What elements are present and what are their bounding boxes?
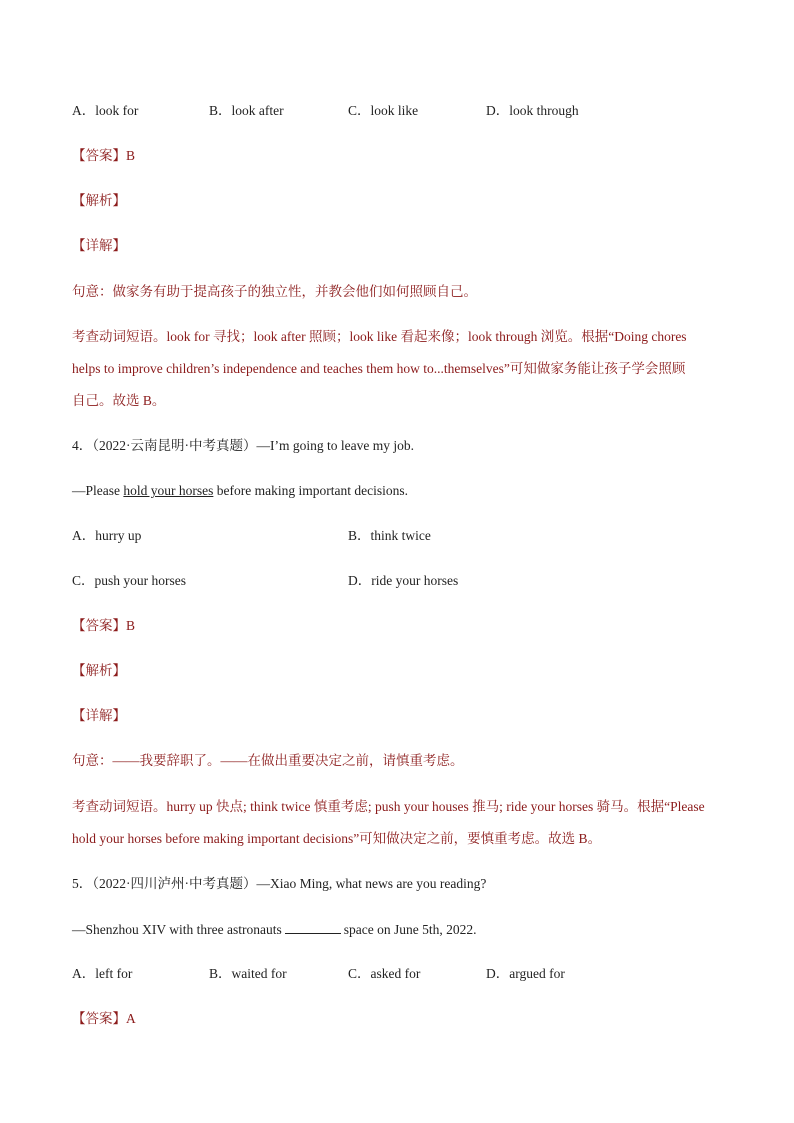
question-text: —Xiao Ming, what news are you reading? xyxy=(256,876,487,891)
question-stem xyxy=(72,438,414,454)
option-c: C．push your horses xyxy=(72,573,186,588)
explanation-line: 自己。故选 B。 xyxy=(72,393,166,408)
detail-label: 【详解】 xyxy=(72,708,126,723)
question-source: 5．（2022·四川泸州·中考真题） xyxy=(72,876,257,891)
explanation-line: hold your horses before making important decisions”可知做决定之前，要慎重考虑。故选 B。 xyxy=(72,831,602,846)
question-line xyxy=(72,921,476,938)
explanation-line: helps to improve children’s independence and teaches them how to...themselves”可知做家务能让孩子学会照顾 xyxy=(72,361,686,376)
sentence-meaning: 句意：做家务有助于提高孩子的独立性，并教会他们如何照顾自己。 xyxy=(72,284,477,299)
line-prefix: —Please xyxy=(72,483,124,498)
option-a: A．hurry up xyxy=(72,528,142,543)
option-a: A．look for xyxy=(72,103,139,118)
option-a: A．left for xyxy=(72,966,133,981)
option-b: B．waited for xyxy=(209,966,287,981)
line-suffix: space on June 5th, 2022. xyxy=(343,922,477,937)
answer-label: 【答案】B xyxy=(72,148,136,163)
option-c: C．look like xyxy=(348,103,419,118)
option-d: D．ride your horses xyxy=(348,573,459,588)
option-d: D．argued for xyxy=(486,966,565,981)
fill-blank xyxy=(285,921,341,934)
option-d: D．look through xyxy=(486,103,579,118)
sentence-meaning: 句意：——我要辞职了。——在做出重要决定之前，请慎重考虑。 xyxy=(72,753,464,768)
explanation-line: 考查动词短语。hurry up 快点; think twice 慎重考虑; push your houses 推马; ride your horses 骑马。根据“Please xyxy=(72,799,705,814)
option-b: B．think twice xyxy=(348,528,431,543)
line-suffix: before making important decisions. xyxy=(213,483,408,498)
analysis-label: 【解析】 xyxy=(72,193,126,208)
question-text: —I’m going to leave my job. xyxy=(256,438,414,453)
option-c: C．asked for xyxy=(348,966,421,981)
answer-label: 【答案】B xyxy=(72,618,136,633)
question-line xyxy=(72,483,408,499)
question-source: 4．（2022·云南昆明·中考真题） xyxy=(72,438,257,453)
analysis-label: 【解析】 xyxy=(72,663,126,678)
detail-label: 【详解】 xyxy=(72,238,126,253)
answer-label: 【答案】A xyxy=(72,1011,136,1026)
option-b: B．look after xyxy=(209,103,284,118)
line-prefix: —Shenzhou XIV with three astronauts xyxy=(72,922,282,937)
underlined-phrase: hold your horses xyxy=(123,483,214,498)
explanation-line: 考查动词短语。look for 寻找；look after 照顾；look like 看起来像；look through 浏览。根据“Doing chores xyxy=(72,329,687,344)
question-stem xyxy=(72,876,486,892)
